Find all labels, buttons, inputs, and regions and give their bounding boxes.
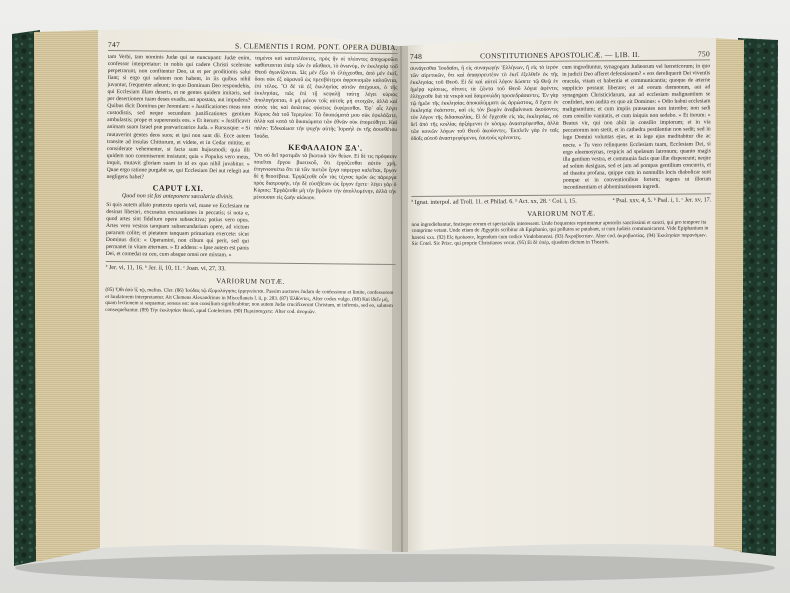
- left-notes-text: (85) Ὅθι ἀπὸ ἴζ τῷ, melius. Cler. (86) Ἰούδας τῷ ἐξομολόγησις ἑρμηνεύεται. Passim auctores Judam de confessione et limite, confessorem et laudatorem interpretantur. Ait Clemens Alexandrinus in Miscellaneis l. ii, p. 283. (87) Ἐλθόντες, Alter codex vulgo. (88) Καὶ ἰδεῖν μὴ, quam lectionem si sequamur, sensus est: non consilium significabitur; non autem Judæ crucifixerunt Christum, ut infirmis, sed eo, salutem consequebantur. (89) Τὴν ἐκκλησίαν Θεοῦ, apud Cotelerium. (90) Περιέσσεχετε: Alter cod. ἀνομιῶν.: [105, 287, 394, 316]
- right-page-content: [410, 49, 714, 542]
- left-chapter-title: CAPUT LXI.: [152, 183, 204, 193]
- right-cover: [738, 38, 778, 556]
- left-latin-paragraph-2: Si quis autem allato prætextu operis vel, mane ve Ecclesiam ne desinat liberari, excusatus excusationes in peccatis; si nota e, quod artes sint fidelium opere subsecitiva; potius vero opus. Artes vero vestras tanquam subsecundarium opere, ad victum pararum colite; et pietatem tanquam primarium exercete: sicut Dominus dicit: « Operamini, non cibum qui perit, sed qui permanet in vitam æternam. » Et addens: « Ipse autem est panis Dei, et comedat ea ceu, cum absque omni ore mixtam. »: [105, 201, 250, 259]
- right-page-header: [410, 49, 710, 63]
- right-latin-paragraph: cum ingrediuntur, synagogam Judæorum vel hæreticorum; in quo in judicii Deo afferet defensionem? « eos dereliquerit Dei viventis oracula, vitam et habentia et communicantia; quoque de æterne supplicio possunt liberare; et ad eorum dæmonum, aut ad synagogam Christicidarum, aut ad ecclesiam malignantium se confideri, non audita ex quo ait Dominus: « Odio habui ecclesiam malignantium; et cum impiis præsentes non introibo; non sedi cum consilio vanitatis, et cum iniquis non sedebo. » Et iterum: « Beatus vir, qui non abiit in consilio impiorum; et in via peccatorum non stetit, et in cathedra pestilentiæ non sedit; sed in lege Domini voluntas ejus, et in lege ejus meditabitur die ac nocte. » Tu vero relinquens Ecclesiam tuam, Ecclesiam Dei, si ergo eleemosynas, respicis ad spelæum latronum; quanto magis illa gentium vestra, et communia facis quæ illæ dispescunt; neque ad solum desiguas, sed et jam ad pompas gentilium concurris, et ad theatra profana, quippe cum in nonnullis locis diabolicæ sunt pompæ et in conventionibus fortem; tegens ut illorum incontinentiam et abhominationem ingredi.: [562, 63, 712, 191]
- right-page-edges: [712, 38, 744, 552]
- left-scripture-references: ª Jer. vi, 11, 16. ᵇ Jer. ii, 10, 11. ᶜ Joan. vi, 27, 33.: [106, 261, 396, 274]
- right-page-running-title: CONSTITUTIONES APOSTOLICÆ. — LIB. II.: [480, 49, 641, 61]
- right-notes-title: VARIORUM NOTÆ.: [527, 209, 596, 218]
- left-page-columns: [106, 54, 398, 261]
- left-page-edges: [34, 30, 100, 562]
- left-chapter-subtitle: Quod non sit fas anteponere sæcularia divinis.: [121, 193, 234, 201]
- right-page-number: 748: [410, 51, 423, 61]
- right-scripture-refs-a: ª Ignat. interpol. ad Troll. 11. et Philad. 6. ᵇ Act. xx, 28. ᶜ Col. i, 15.: [411, 197, 577, 206]
- left-latin-paragraph-1: tam Verbi, tam nominis Judæ qui se nuncupant: Judæ enim, confessor interpretatur: in nobis qui cadere Christi scelerate perpetrarunt, non confitentur Deo, ut et per proditionis salui fiant; si ergo qui salutem non habent, in iis quibus nihil juvantur, frequenter adeunt; in quo Dominum Deo respondebis, qui Ecclesiam illam deseris, et ne gentes quidem imitaris, sed per desertionem tuam deses evadis, aut apostata, aut impudens? Quibus dicit Dominus per Jeremiam: « Justificationes meas non custodistis, sed neque secundum justificationes gentium ambulastis; prope et supererastis eos. » Et iterum: « Justificavit animam suam Israel præ prævaricatrice Juda. » Rursusque: « Si mutaverint gentes deos suos; et ipsi non sunt dii. Ecce autem transite ad insulas Chittorum, et videte, et in Cedar mittite, et considerate vehementer, si facta sunt hujusmodi; quia illi quidem non commiserunt insistunt; quia « Populus vero meus, inquit, mutavit gloriam suam in id ex quo nihil juvabitur. » Quae ergo ratione purgabit se, qui Ecclesiam Dei aut relegit aut negligens habet?: [106, 53, 251, 181]
- right-latin-column: [562, 63, 711, 191]
- right-page-number-2: 750: [697, 49, 711, 59]
- left-latin-column: [106, 54, 251, 260]
- right-notes-text: non ingrediebantur, festisque eorum et spectaculis interessent. Unde frequentes reprimuntur apostolis sanctissimi et sancti, qui pro tempore ita comprime vetant. Unde etiam de Ægyptiis scribitur ab Epiphanio, qui pollutos se putabant, si cum Judæis communicarent. Vide Epiphanium in hæresi xxx. (92) Εἰς ὁμοίωσιν, legendum cum codice Vindobonensi. (93) Ἀκροβυστίαν. Alter cod. ἀκροβυστίας. (94) Ἐκκλησίαν παρανόμων. Sic Cotel. Sic Prisc. qui proprie Christianos vocat. (95) Εἰ δὲ ὑπέρ, ejusdem dictum in Theatris.: [411, 219, 709, 248]
- left-greek-paragraph-2: Ὅτι οὐ δεῖ προτιμᾶν τὰ βιωτικὰ τῶν θείων. Εἰ δέ τις πρόφασιν ποιεῖται ἔργου βιωτικοῦ, ὅτι ἐργάζεσθαι αὐτὸν χρὴ, ἐπιγινωσκέτω ὅτι τὰ τῶν πιστῶν ἔργα πάρεργα καλεῖται, ἔργον δὲ ἡ θεοσέβεια. Ἐργάζεσθε οὖν τὰς τέχνας ὑμῶν ὡς πάρεργα πρὸς διατροφὴν, τὴν δὲ εὐσέβειαν ὡς ἔργον ἔχετε· λέγει γὰρ ὁ Κύριος: Ἐργάζεσθε μὴ τὴν βρῶσιν τὴν ἀπολλυμένην, ἀλλὰ τὴν μένουσαν εἰς ζωὴν αἰώνιον.: [253, 152, 397, 202]
- right-scripture-refs-b: ª Psal. xxv, 4, 5. ᵇ Psal. i, 1. ᶜ Jer. xv, 17.: [612, 196, 712, 205]
- left-page-header: [108, 40, 398, 54]
- left-page-content: [103, 40, 398, 543]
- left-greek-chapter-title: ΚΕΦΑΛΑΙΟΝ ΞΑ'.: [288, 142, 363, 153]
- right-greek-paragraph: συνάγεσθαι Ἰουδαῖοι, ἢ εἰς συναγωγὴν Ἑλλήνων, ἢ εἰς τὸ ἱερὸν τῶν αἱρετικῶν, ὅτι καὶ ἀπαγορευτέον τὸ ἐκεῖ ἐξελθεῖν ἐκ τῆς ἐκκλησίας τοῦ Θεοῦ. Εἰ δὲ καὶ αὐτοὶ λόγον δώσετε τῷ Θεῷ ἐν ἡμέρᾳ κρίσεως, οἵτινες τὰ ζῶντα τοῦ Θεοῦ λόγια ἀφέντες ἐλέγχεσθε διὰ τὰ νεκρὰ καὶ δαιμονιώδη προσεδράσαντες. Ἐν γὰρ τῷ ἡμῶν τῆς ἐκκλησίας ἀποκαλύμματι ὡς ἀρρώστοις, ὃ ἔχετε ἐν ἐκκλησίᾳ ἐκάστοτε, καὶ εἰς τὸν βωμὸν ἀναβαίνουσι ἀκούοντες τὸν λόγον τῆς διδασκαλίας. Εἰ δὲ ἔρχεσθε εἰς τὰς ἐκκλησίας, οὐ δεῖ ἀπὸ τῆς κοιλίας ἀρξάμενοι ἐν κόσμῳ ἀναστρέφεσθαι, ἀλλὰ τῶν κοινῶν λόγων τοῦ Θεοῦ ἀκούοντες. Ἐκπλεῖν γὰρ ἐν ταῖς ὁδοῖς αὐτοῦ ἀναστρεφόμενοι, ἑαυτοὺς κρίνοντες.: [410, 64, 559, 143]
- left-page-running-title: S. CLEMENTIS I ROM. PONT. OPERA DUBIA.: [234, 41, 398, 53]
- left-greek-paragraph-1: ταμένοι καὶ κατεπλέοντες, πρὸς ἣν οἱ πλέοντες ἀποχωροῦσι καθίστανται ὑπὲρ τῶν ἐν αἴσθασι, τὸ ἀνωνύμ, ἐν ἐκκλησίᾳ τοῦ Θεοῦ ἀγωνίζονται. Ὡς μὲν ἔξω τὸ ἐλέγχεσθαι, ἀπὸ μὲν ἐκεῖ, ὅσοι οὐκ ἐξ οὐρανοῦ ὡς πρεσβύτεροι ἀφρονισμῶν καλοῦνται, ἐπὶ τέλος. Ὃ δὲ τὰ ἐξ ἐκκλησίας αὐτῶν ἀπέχουσι, ὁ τῆς ἐκκλησίας, πῶς ἐπὶ τῇ κεφαλῇ ταύτῃ λέγει κύριος ἀπολογήσεται, ὁ μὴ μόνον τοῖς αὐτοῖς μὴ στοιχῶν, ἀλλὰ καὶ αὐτὸς τὰς καὶ ἀσώτους φύσεως ἐκφέρεσθαι. Ἐφ᾽ αἷς λέγει Κύριος διὰ τοῦ Ἱερεμίου: Τὰ δικαιώματά μου οὐκ ἐφυλάξατε, ἀλλὰ καὶ κατὰ τὰ δικαιώματα τῶν ἐθνῶν οὐκ ἐπορεύθητε. Καὶ πάλιν: Ἐδικαίωσε τὴν ψυχὴν αὐτῆς Ἰσραὴλ ἐκ τῆς ἀσυνθέτου Ἰούδα.: [253, 55, 398, 140]
- right-page-columns: [410, 63, 711, 192]
- left-notes-title: VARIORUM NOTÆ.: [216, 277, 285, 287]
- right-scripture-references: [411, 193, 711, 206]
- left-page-number: 747: [107, 40, 121, 50]
- book-shadow: [15, 554, 775, 582]
- right-greek-column: [410, 65, 559, 193]
- left-greek-column: [253, 56, 398, 262]
